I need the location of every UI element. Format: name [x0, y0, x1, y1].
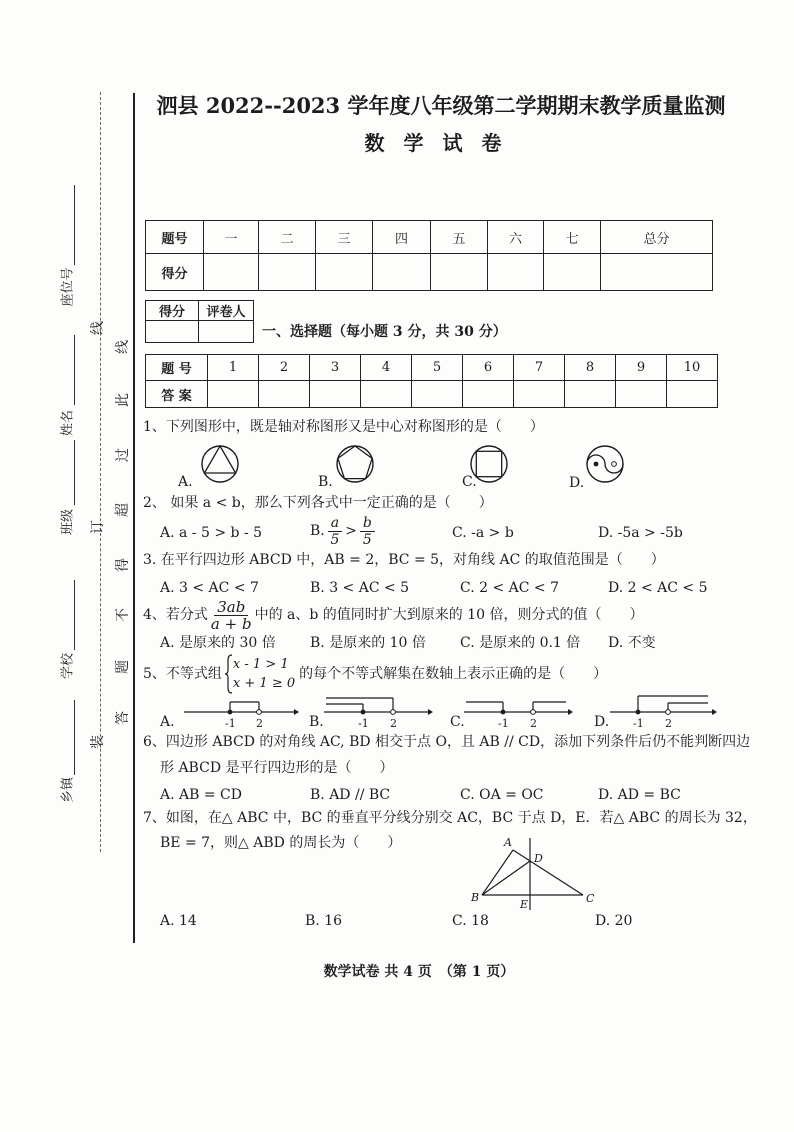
q2-option-b-right-fraction	[360, 515, 375, 548]
q3-option-b: B. 3 < AC < 5	[310, 580, 410, 596]
class-label: 班级	[60, 508, 76, 536]
warning-char: 超	[115, 503, 131, 517]
score-table-col-5: 五	[431, 221, 488, 254]
seal-mark-bind: 订	[90, 520, 106, 534]
q4-option-b: B. 是原来的 10 倍	[310, 635, 426, 651]
score-table-col-7: 七	[544, 221, 601, 254]
q6-option-d: D. AD = BC	[598, 787, 681, 803]
q1-option-a-label: A.	[178, 474, 193, 490]
q7-triangle-figure	[465, 832, 600, 914]
q2-option-a: A. a - 5 > b - 5	[160, 525, 263, 541]
q2-option-b-left-fraction	[328, 515, 342, 548]
answer-cell	[310, 381, 361, 408]
fraction-denominator: a + b	[210, 614, 252, 633]
score-cell	[259, 254, 316, 291]
answer-number: 9	[616, 355, 667, 381]
q5-option-d-label: D.	[594, 714, 610, 730]
q7-stem-line-2: BE = 7，则△ ABD 的周长为（ ）	[160, 835, 402, 851]
answer-number: 6	[463, 355, 514, 381]
point-e-label: E	[520, 898, 529, 911]
q6-stem-line-2: 形 ABCD 是平行四边形的是（ ）	[160, 760, 394, 776]
answer-cell	[616, 381, 667, 408]
yin-yang-icon	[584, 443, 626, 485]
tick-label-minus-1: -1	[498, 717, 509, 729]
q1-stem: 1、下列图形中，既是轴对称图形又是中心对称图形的是（ ）	[143, 419, 544, 435]
answer-number: 10	[667, 355, 718, 381]
score-table-col-3: 三	[316, 221, 373, 254]
answer-table	[145, 354, 718, 408]
answer-number: 3	[310, 355, 361, 381]
q7-option-b: B. 16	[305, 913, 343, 929]
warning-char: 题	[115, 660, 131, 674]
score-table-score-row	[146, 254, 713, 291]
score-cell	[316, 254, 373, 291]
page-footer: 数学试卷 共 4 页 （第 1 页）	[323, 964, 515, 980]
answer-cell	[361, 381, 412, 408]
q5-option-b-number-line	[322, 695, 434, 729]
name-blank	[74, 335, 75, 405]
q5-option-c-label: C.	[450, 714, 465, 730]
answer-cell	[514, 381, 565, 408]
circle-with-triangle-icon	[199, 443, 241, 485]
q4-fraction	[211, 599, 252, 632]
q4-stem-after: 中的 a、b 的值同时扩大到原来的 10 倍，则分式的值（ ）	[254, 607, 644, 623]
margin-rule	[133, 93, 135, 943]
grader-score-cell	[146, 321, 199, 343]
score-table	[145, 220, 713, 291]
score-table-header-row	[146, 221, 713, 254]
q1-option-d-label: D.	[569, 475, 585, 491]
score-table-question-label: 题号	[146, 221, 204, 254]
q6-stem-line-1: 6、四边形 ABCD 的对角线 AC, BD 相交于点 O，且 AB // CD，添加下列条件后仍不能判断四边	[143, 734, 751, 750]
fraction-numerator: a	[328, 515, 342, 532]
vertex-c-label: C	[586, 892, 595, 905]
q4-option-a: A. 是原来的 30 倍	[160, 635, 276, 651]
grader-box	[145, 300, 254, 343]
score-cell	[544, 254, 601, 291]
tick-label-2: 2	[665, 717, 672, 729]
answer-table-number-row	[146, 355, 718, 381]
q5-inequality-1: x - 1 > 1	[232, 657, 289, 672]
class-blank	[74, 440, 75, 505]
score-table-score-label: 得分	[146, 254, 204, 291]
q5-option-a-number-line	[182, 695, 300, 729]
grader-name-cell	[199, 321, 254, 343]
score-cell	[431, 254, 488, 291]
q4-option-c: C. 是原来的 0.1 倍	[460, 635, 581, 651]
warning-char: 答	[115, 711, 131, 725]
tick-label-2: 2	[256, 717, 263, 729]
q2-option-d: D. -5a > -5b	[598, 525, 683, 541]
town-label: 乡镇	[60, 776, 76, 804]
grader-score-label: 得分	[146, 301, 199, 321]
answer-cell	[208, 381, 259, 408]
seat-number-blank	[74, 185, 75, 265]
answer-number: 8	[565, 355, 616, 381]
q2-option-c: C. -a > b	[452, 525, 514, 541]
answer-table-number-label: 题 号	[146, 355, 208, 381]
q5-inequality-2: x + 1 ≥ 0	[232, 676, 296, 691]
exam-title: 泗县 2022--2023 学年度八年级第二学期期末教学质量监测	[156, 93, 726, 118]
q5-option-d-number-line	[608, 693, 718, 729]
tick-label-2: 2	[390, 717, 397, 729]
score-cell	[204, 254, 259, 291]
vertex-b-label: B	[471, 891, 480, 904]
seat-number-label: 座位号	[60, 267, 76, 307]
q6-option-a: A. AB = CD	[160, 787, 242, 803]
fraction-denominator: 5	[330, 531, 340, 548]
q5-inequality-system	[224, 654, 295, 694]
warning-char: 不	[115, 608, 131, 622]
exam-subtitle: 数 学 试 卷	[364, 131, 508, 155]
circle-with-square-icon	[468, 443, 510, 485]
q1-option-b-label: B.	[318, 474, 333, 490]
q7-option-a: A. 14	[160, 913, 197, 929]
school-blank	[74, 580, 75, 650]
answer-number: 2	[259, 355, 310, 381]
q5-option-a-label: A.	[160, 714, 175, 730]
answer-table-answer-label: 答 案	[146, 381, 208, 408]
q1-option-c-label: C.	[462, 474, 477, 490]
q3-option-d: D. 2 < AC < 5	[608, 580, 708, 596]
q3-stem: 3. 在平行四边形 ABCD 中，AB = 2，BC = 5，对角线 AC 的取值范围是（ ）	[143, 552, 665, 568]
score-table-col-6: 六	[488, 221, 544, 254]
score-cell-total	[601, 254, 713, 291]
q4-stem	[143, 597, 644, 633]
town-blank	[74, 700, 75, 775]
circle-with-pentagon-icon	[334, 443, 376, 485]
q5-option-b-label: B.	[309, 714, 324, 730]
score-table-col-1: 一	[204, 221, 259, 254]
score-cell	[373, 254, 431, 291]
answer-number: 1	[208, 355, 259, 381]
fraction-numerator: b	[360, 515, 375, 532]
warning-char: 过	[115, 448, 131, 462]
score-table-col-2: 二	[259, 221, 316, 254]
q7-stem-line-1: 7、如图，在△ ABC 中，BC 的垂直平分线分别交 AC，BC 于点 D，E．若△ ABC 的周长为 32，	[143, 810, 757, 826]
seal-mark-fasten: 装	[90, 735, 106, 749]
q2-option-b-label: B.	[310, 523, 325, 539]
q4-option-d: D. 不变	[608, 635, 656, 651]
answer-cell	[412, 381, 463, 408]
point-d-label: D	[534, 852, 543, 865]
warning-char: 此	[115, 393, 131, 407]
q3-option-a: A. 3 < AC < 7	[160, 580, 259, 596]
score-cell	[488, 254, 544, 291]
answer-number: 5	[412, 355, 463, 381]
q7-option-c: C. 18	[452, 913, 489, 929]
q3-option-c: C. 2 < AC < 7	[460, 580, 560, 596]
q7-option-d: D. 20	[595, 913, 633, 929]
grader-name-label: 评卷人	[199, 301, 254, 321]
answer-table-answer-row	[146, 381, 718, 408]
q5-option-c-number-line	[462, 695, 574, 729]
answer-cell	[463, 381, 514, 408]
q2-option-b	[310, 512, 378, 550]
tick-label-2: 2	[530, 717, 537, 729]
seal-mark-line: 线	[90, 321, 106, 335]
answer-number: 4	[361, 355, 412, 381]
q5-stem-after: 的每个不等式解集在数轴上表示正确的是（ ）	[299, 666, 608, 682]
tick-label-minus-1: -1	[225, 717, 236, 729]
warning-char: 线	[115, 340, 131, 354]
school-label: 学校	[60, 652, 76, 680]
answer-cell	[259, 381, 310, 408]
q2-option-b-relation: >	[345, 523, 357, 539]
fraction-numerator: 3ab	[214, 599, 248, 616]
score-table-total: 总分	[601, 221, 713, 254]
fraction-denominator: 5	[362, 531, 372, 548]
left-brace-icon	[224, 654, 233, 694]
q6-option-b: B. AD // BC	[310, 787, 391, 803]
answer-cell	[667, 381, 718, 408]
answer-cell	[565, 381, 616, 408]
q4-stem-before: 4、若分式	[143, 607, 208, 623]
tick-label-minus-1: -1	[358, 717, 369, 729]
section-title: 一、选择题（每小题 3 分，共 30 分）	[262, 324, 507, 340]
q5-stem-before: 5、不等式组	[143, 666, 222, 682]
vertex-a-label: A	[504, 836, 512, 849]
q2-stem: 2、 如果 a < b，那么下列各式中一定正确的是（ ）	[143, 495, 493, 511]
warning-char: 得	[115, 558, 131, 572]
answer-number: 7	[514, 355, 565, 381]
tick-label-minus-1: -1	[633, 717, 644, 729]
q6-option-c: C. OA = OC	[460, 787, 544, 803]
q5-stem	[143, 653, 607, 695]
name-label: 姓名	[60, 409, 76, 437]
score-table-col-4: 四	[373, 221, 431, 254]
